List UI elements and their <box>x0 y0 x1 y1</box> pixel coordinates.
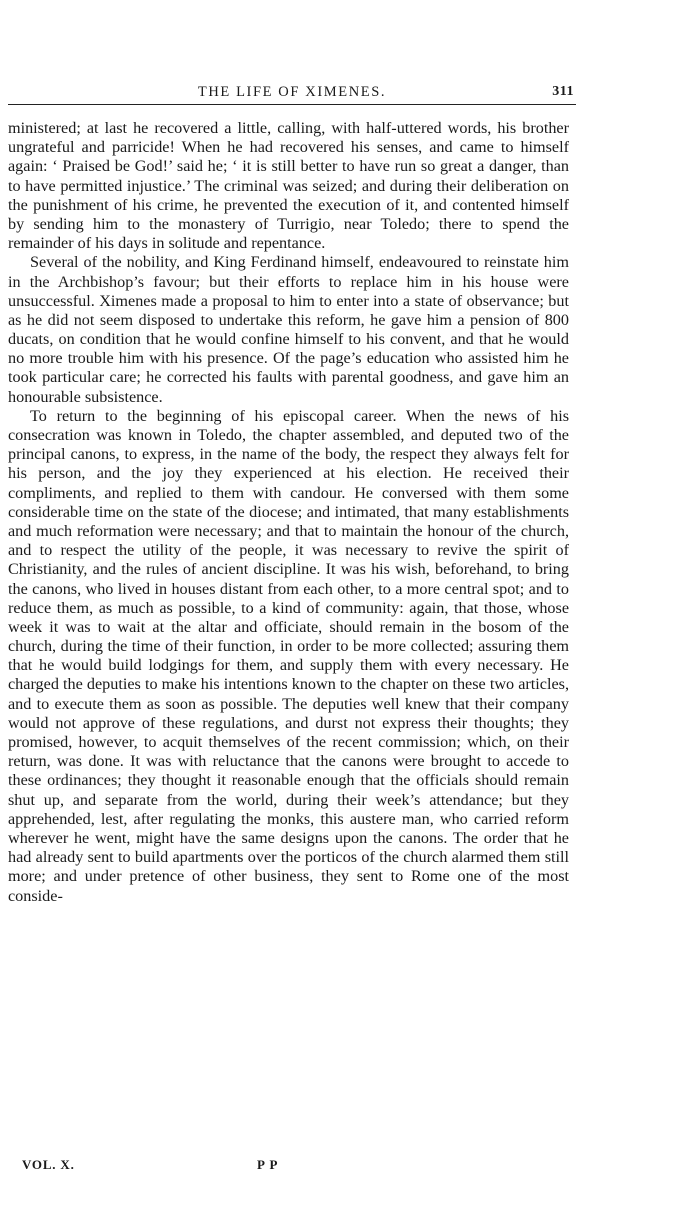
body-text <box>8 119 569 906</box>
paragraph: ministered; at last he recovered a little, calling, with half-uttered words, his brother ungrateful and parricide! When he had recovered his senses, and came to himself again: ‘ Praised be God!’ said he; ‘ it is still better to have run so great a danger, than to have permitted injustice.’ The criminal was seized; and during their deliberation on the punishment of his crime, he prevented the execution of it, and contented himself by sending him to the monastery of Turrigio, near Toledo; there to spend the remainder of his days in solitude and repentance. <box>8 119 569 253</box>
page-footer <box>22 1157 322 1177</box>
running-head <box>8 84 576 105</box>
page-number: 311 <box>552 84 574 99</box>
paragraph: To return to the beginning of his episcopal career. When the news of his consecration was known in Toledo, the chapter assembled, and deputed two of the principal canons, to express, in the name of the body, the respect they always felt for his person, and the joy they experienced at his election. He received their compliments, and replied to them with candour. He conversed with them some considerable time on the state of the diocese; and intimated, that many establishments and much reformation were necessary; and that to maintain the honour of the church, and to respect the utility of the people, it was necessary to revive the spirit of Christianity, and the rules of ancient discipline. It was his wish, beforehand, to bring the canons, who lived in houses distant from each other, to a more central spot; and to reduce them, as much as possible, to a kind of community: again, that those, whose week it was to wait at the altar and officiate, should remain in the bosom of the church, during the time of their function, in order to be more collected; assuring them that he would build lodgings for them, and supply them with every necessary. He charged the deputies to make his intentions known to the chapter on these two articles, and to execute them as soon as possible. The deputies well knew that their company would not approve of these regulations, and durst not express their thoughts; they promised, however, to acquit themselves of the recent commission; which, on their return, was done. It was with reluctance that the canons were brought to accede to these ordinances; they thought it reasonable enough that the officials should remain shut up, and separate from the world, during their week’s attendance; but they apprehended, lest, after regulating the monks, this austere man, who carried reform wherever he went, might have the same designs upon the canons. The order that he had already sent to build apartments over the porticos of the church alarmed them still more; and under pretence of other business, they sent to Rome one of the most conside- <box>8 406 569 905</box>
sheet-signature-mark: P P <box>257 1157 279 1172</box>
paragraph: Several of the nobility, and King Ferdinand himself, endeavoured to reinstate him in the Archbishop’s favour; but their efforts to replace him in his house were unsuccessful. Ximenes made a proposal to him to enter into a state of observance; but as he did not seem disposed to undertake this reform, he gave him a pension of 800 ducats, on condition that he would confine himself to his convent, and that he would no more trouble him with his presence. Of the page’s education who assisted him he took particular care; he corrected his faults with parental goodness, and gave him an honourable subsistence. <box>8 253 569 406</box>
running-title: THE LIFE OF XIMENES. <box>197 84 387 100</box>
volume-signature: VOL. X. <box>22 1157 75 1172</box>
